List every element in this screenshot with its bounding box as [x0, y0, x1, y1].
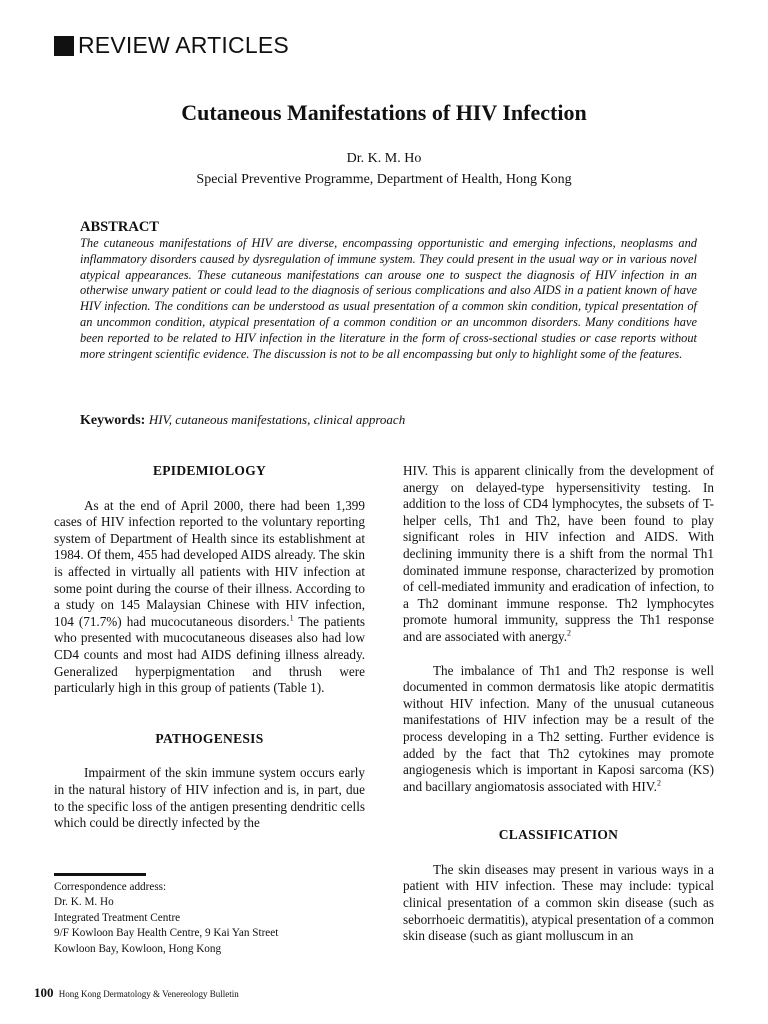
- footnote-divider: [54, 873, 146, 876]
- th1-th2-text: The imbalance of Th1 and Th2 response is well documented in common dermatosis like atopic dermatitis without HIV infection. Many of the unusual cutaneous manifestations of HIV infection may be a result of the process developing in a Th2 setting. Further evidence is added by the fact that Th2 cytokines may promote angiogenesis which is important in Kaposi sarcoma (KS) and bacillary angiomatosis associated with HIV.: [403, 662, 714, 794]
- epidemiology-text-2: The patients who presented with mucocutaneous diseases also had low CD4 counts and most had AIDS defining illness already. Generalized hyperpigmentation and thrush were particularly high in this group of patients (Table 1).: [54, 613, 365, 696]
- author-affiliation: Special Preventive Programme, Department of Health, Hong Kong: [196, 172, 572, 187]
- abstract-text: The cutaneous manifestations of HIV are diverse, encompassing opportunistic and emerging infections, neoplasms and inflammatory disorders caused by dysregulation of immune system. They could present in the usual way or in various novel atypical appearances. These cutaneous manifestations can arouse one to suspect the diagnosis of HIV infection in an otherwise unwary patient or could lead to the diagnosis of serious complications and also AIDS in a patient known of have HIV infection. The conditions can be understood as usual presentation of a common skin condition, typical presentation of an uncommon condition, atypical presentation of a common condition or an uncommon disorders. Many conditions have been reported to be related to HIV infection in the literature in the form of cross-sectional studies or case reports without more stringent scientific evidence. The discussion is not to be all encompassing but only to highlight some of the features.: [80, 236, 697, 361]
- correspondence-line: Correspondence address:: [54, 881, 167, 893]
- reference-marker: 2: [567, 628, 572, 638]
- immunology-paragraph: [403, 463, 714, 646]
- right-column: [403, 463, 714, 945]
- author-name: Dr. K. M. Ho: [346, 151, 422, 166]
- section-label: REVIEW ARTICLES: [78, 32, 289, 58]
- correspondence-line: Integrated Treatment Centre: [54, 911, 181, 924]
- immunology-text: HIV. This is apparent clinically from the development of anergy on delayed-type hypersensitivity testing. In addition to the loss of CD4 lymphocytes, the subsets of T-helper cells, Th1 and Th2, have been found to play significant roles in HIV infection and AIDS. With declining immunity there is a shift from the normal Th1 dominated immune response, characterized by promotion of cell-mediated immunity and eradication of infection, to a Th2 dominant immune response. Th2 lymphocytes promote humoral immunity, suppress the Th1 response and are associated with anergy.: [403, 463, 714, 644]
- keywords-text: HIV, cutaneous manifestations, clinical approach: [148, 412, 406, 427]
- keywords-label: Keywords:: [80, 413, 146, 428]
- reference-marker: 1: [289, 613, 294, 623]
- epidemiology-heading: EPIDEMIOLOGY: [152, 463, 267, 478]
- keywords-line: [80, 412, 405, 429]
- th1-th2-paragraph: [403, 663, 714, 796]
- left-column: [54, 463, 365, 832]
- page-footer: [34, 985, 239, 1001]
- pathogenesis-heading: PATHOGENESIS: [155, 730, 264, 746]
- section-header: [54, 32, 289, 59]
- article-title: Cutaneous Manifestations of HIV Infection: [181, 100, 587, 125]
- page-number: 100: [34, 985, 54, 1000]
- correspondence-address: [54, 880, 278, 957]
- abstract-heading: ABSTRACT: [80, 219, 159, 235]
- classification-heading: CLASSIFICATION: [498, 827, 619, 843]
- pathogenesis-paragraph: Impairment of the skin immune system occurs early in the natural history of HIV infection and is, in part, due to the specific loss of the antigen presenting dendritic cells which could be directly infected by the: [54, 765, 365, 831]
- classification-paragraph: The skin diseases may present in various ways in a patient with HIV infection. These may include: typical clinical presentation of a common skin disease (such as seborrhoeic dermatitis), atypical presentation of a common skin disease (such as giant molluscum in an: [403, 861, 714, 944]
- correspondence-line: Dr. K. M. Ho: [54, 896, 114, 909]
- correspondence-line: 9/F Kowloon Bay Health Centre, 9 Kai Yan Street: [54, 927, 279, 940]
- black-square-icon: [54, 36, 74, 56]
- journal-name: Hong Kong Dermatology & Venereology Bulletin: [58, 989, 239, 999]
- epidemiology-paragraph: [54, 498, 365, 697]
- correspondence-line: Kowloon Bay, Kowloon, Hong Kong: [54, 942, 222, 955]
- epidemiology-text-1: As at the end of April 2000, there had been 1,399 cases of HIV infection reported to the voluntary reporting system of Department of Health since its establishment at 1984. Of them, 455 had developed AIDS already. The skin is affected in virtually all patients with HIV infection at some point during the course of their illness. According to a study on 145 Malaysian Chinese with HIV infection, 104 (71.7%) had mucocutaneous disorders.: [54, 497, 365, 629]
- reference-marker: 2: [656, 778, 661, 788]
